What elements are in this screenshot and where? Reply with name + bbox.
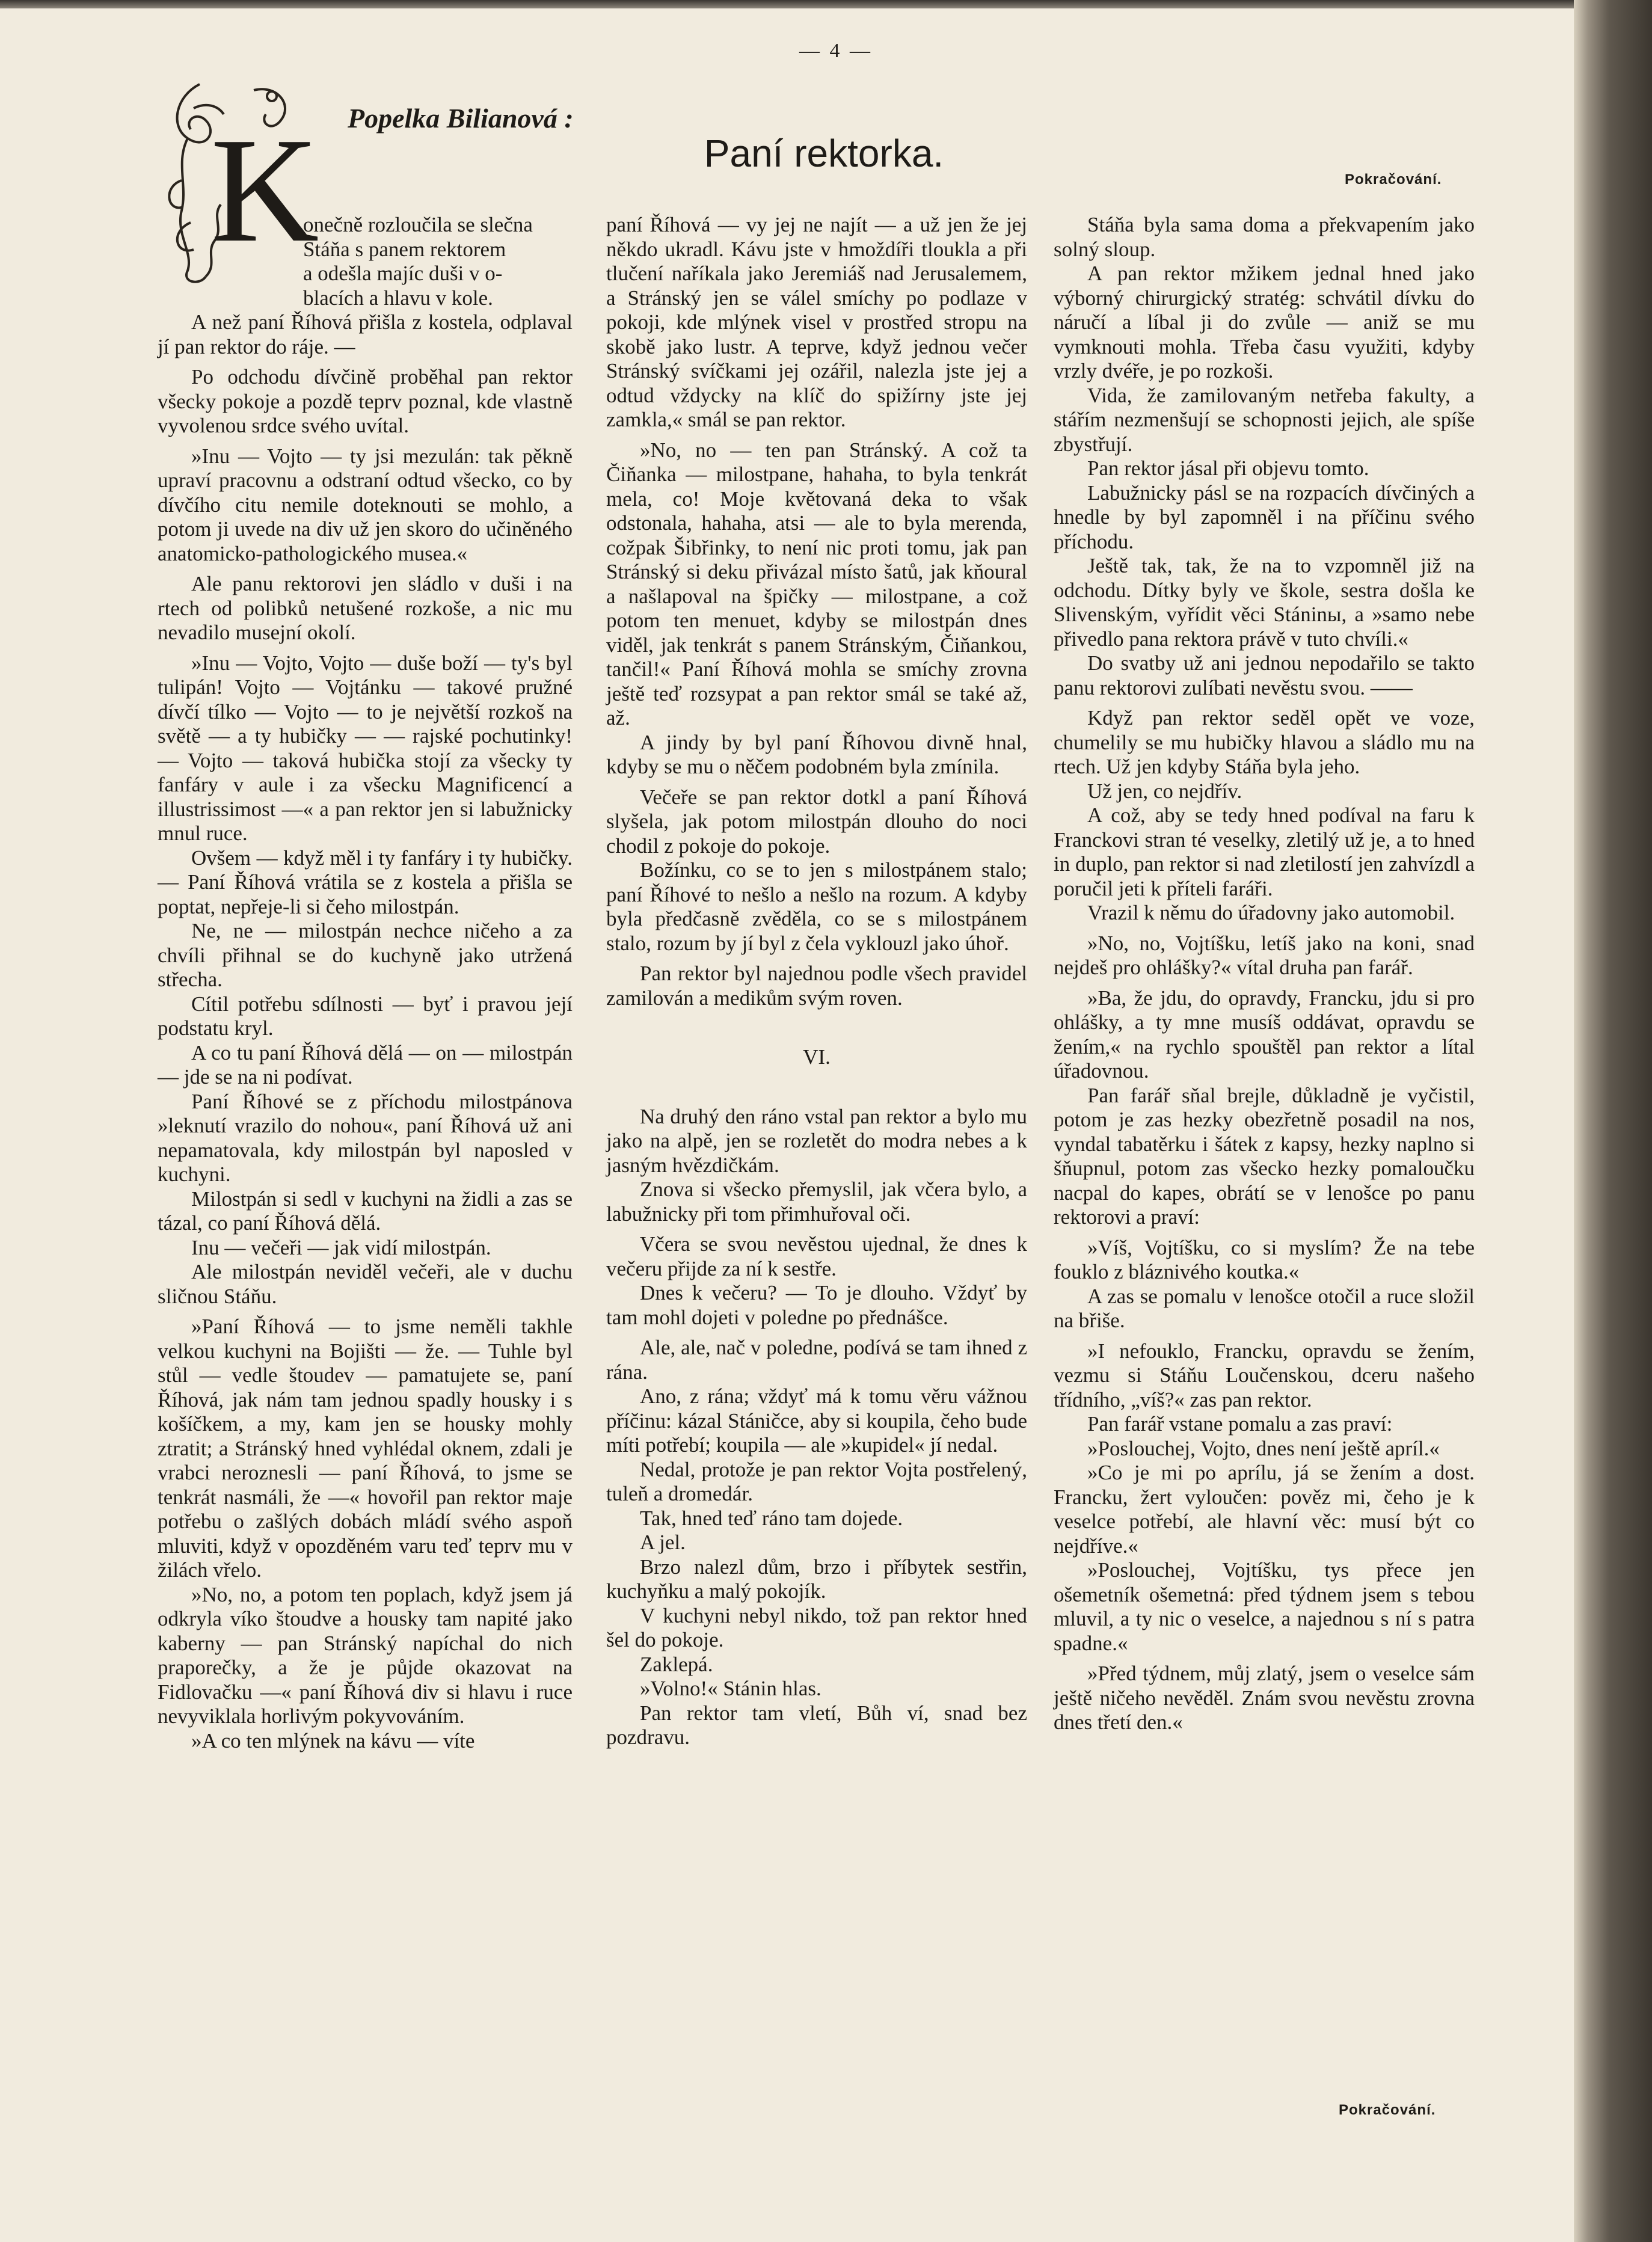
paragraph: »Inu — Vojto — ty jsi mezulán: tak pěkně upraví pracovnu a odstraní odtud všecko, co by dívčího citu nemile doteknouti se mohlo, a potom ji uvede na div už jen skoro do učiněného anatomicko-pathologického musea.« [158,444,573,565]
paragraph: Ale panu rektorovi jen sládlo v duši i na rtech od polibků netušené rozkoše, a nic mu nevadilo musejní okolí. [158,572,573,644]
paragraph: »A co ten mlýnek na kávu — víte [191,1728,475,1752]
section-heading: VI. [803,1045,831,1069]
lead-line: onečně rozloučila se slečna [303,213,533,236]
paragraph: Paní Říhové se z příchodu milostpánova »leknutí vrazilo do nohou«, paní Říhová už ani nepamatovala, kdy milostpán byl naposled v kuchyni. [158,1089,573,1186]
paragraph: Tak, hned teď ráno tam dojede. [640,1506,903,1530]
paragraph: »Ba, že jdu, do opravdy, Francku, jdu si pro ohlášky, a ty mne musíš oddávat, opravdu se žením,« na rychlo spouštěl pan rektor a lítal úřadovnou. [1054,986,1475,1083]
paragraph: Milostpán si sedl v kuchyni na židli a zas se tázal, co paní Říhová dělá. [158,1187,573,1235]
paragraph: A jindy by byl paní Říhovou divně hnal, kdyby se mu o něčem podobném byla zmínila. [606,730,1027,778]
paragraph: Labužnicky pásl se na rozpacích dívčiných a hnedle by byl zapomněl i na příčinu svého příchodu. [1054,481,1475,553]
paragraph: Ovšem — když měl i ty fanfáry i ty hubičky. — Paní Říhová vrátila se z kostela a přišla se poptat, nepřeje-li si čeho milostpán. [158,846,573,918]
paragraph: »No, no — ten pan Stránský. A což ta Čiňanka — milostpane, hahaha, to byla tenkrát mela, co! Moje květovaná deka to však odstonala, hahaha, atsi — ale to byla merenda, cožpak Šibřinky, to není nic proti tomu, jak pan Stránský si deku přivázal místo šatů, jak kňoural a našlapoval na špičky — milostpane, a což potom ten menuet, kdyby se milostpán dnes viděl, jak tenkrát s panem Stránským, Čiňankou, tančil!« Paní Říhová mohla se smíchy zrovna ještě teď rozsypat a pan rektor smál se také až, až. [606,438,1027,729]
paragraph: »No, no, Vojtíšku, letíš jako na koni, snad nejdeš pro ohlášky?« vítal druha pan farář. [1054,931,1475,979]
paragraph: A než paní Říhová přišla z kostela, odplaval jí pan rektor do ráje. — [158,310,573,358]
paragraph: Cítil potřebu sdílnosti — byť i pravou její podstatu kryl. [158,992,573,1040]
paragraph: V kuchyni nebyl nikdo, tož pan rektor hned šel do pokoje. [606,1603,1027,1651]
paragraph: Když pan rektor seděl opět ve voze, chumelily se mu hubičky hlavou a sládlo mu na rtech. Už jen kdyby Stáňa byla jeho. [1054,706,1475,778]
paragraph: »Víš, Vojtíšku, co si myslím? Že na tebe fouklo z bláznivého koutka.« [1054,1235,1475,1283]
paragraph: Ale milostpán neviděl večeři, ale v duchu sličnou Stáňu. [158,1260,573,1308]
paragraph: Ne, ne — milostpán nechce ničeho a za chvíli přihnal se do kuchyně jako utržená střecha. [158,919,573,991]
paragraph: A jel. [640,1531,686,1554]
paragraph: »Poslouchej, Vojtíšku, tys přece jen ošemetník ošemetná: před týdnem jsem s tebou mluvil, a ty nic o veselce, a najednou s ní s patra spadne.« [1054,1558,1475,1655]
paragraph: Nedal, protože je pan rektor Vojta postřelený, tuleň a dromedár. [606,1457,1027,1505]
article-title: Paní rektorka. [704,132,944,175]
column-2 [606,213,1027,1750]
paragraph: »I nefouklo, Francku, opravdu se žením, vezmu si Stáňu Loučenskou, dceru našeho třídního, „víš?« zas pan rektor. [1054,1339,1475,1411]
paragraph: Vrazil k němu do úřadovny jako automobil. [1087,901,1455,924]
continued-note-bottom: Pokračování. [1339,2102,1436,2118]
paragraph: Na druhý den ráno vstal pan rektor a bylo mu jako na alpě, jen se rozletět do modra nebes a k jasným hvězdičkám. [606,1104,1027,1177]
paragraph: Včera se svou nevěstou ujednal, že dnes k večeru přijde za ní k sestře. [606,1232,1027,1280]
paragraph: Dnes k večeru? — To je dlouho. Vždyť by tam mohl dojeti v poledne po přednášce. [606,1281,1027,1329]
paragraph: »Před týdnem, můj zlatý, jsem o veselce sám ještě ničeho nevěděl. Znám svou nevěstu zrovna dnes třetí den.« [1054,1662,1475,1734]
paragraph: »Poslouchej, Vojto, dnes není ještě apríl.« [1087,1436,1440,1460]
paragraph: Večeře se pan rektor dotkl a paní Říhová slyšela, jak potom milostpán dlouho do noci chodil z pokoje do pokoje. [606,785,1027,858]
paragraph: Vida, že zamilovaným netřeba fakulty, a stářím nezmenšují se schopnosti jejich, ale spíše zbystřují. [1054,383,1475,456]
page-number: — 4 — [799,40,873,62]
paragraph: Do svatby už ani jednou nepodařilo se takto panu rektorovi zulíbati nevěstu svou. —— [1054,651,1475,699]
paragraph: Pan farář vstane pomalu a zas praví: [1087,1412,1393,1436]
continued-note-top: Pokračování. [1345,171,1442,188]
lead-line: a odešla majíc duši v o- [303,262,503,285]
paragraph: »Inu — Vojto, Vojto — duše boží — ty's byl tulipán! Vojto — Vojtánku — takové pružné dívčí tílko — Vojto — to je největší rozkoš na světě — a ty hubičky — — rajské pochutinky! — Vojto — taková hubička stojí za všecky ty fanfáry v aule i za všecku Magnificencí a illustrissimost —« a pan rektor jen si labužnicky mnul ruce. [158,651,573,845]
paragraph: »Paní Říhová — to jsme neměli takhle velkou kuchyni na Bojišti — že. — Tuhle byl stůl — vedle štoudev — pamatujete se, paní Říhová, jak nám tam jednou spadly housky i s košíčkem, a my, kam jen se housky mohly ztratit; a Stránský hned vyhlédal oknem, zdali je vrabci neroznesli — paní Říhová, to jsme se tenkrát nasmáli, že —« hovořil pan rektor maje potřebu o zašlých dobách mládí svého aspoň mluviti, když v opozděném varu teď teprv mu v žilách vřelo. [158,1315,573,1582]
lead-line: blacích a hlavu v kole. [303,286,493,310]
paragraph: A pan rektor mžikem jednal hned jako výborný chirurgický stratég: schvátil dívku do náručí a líbal ji do zvůle — aniž se mu vymknouti mohla. Třeba času využiti, kdyby vrzly dvéře, je po rozkoši. [1054,262,1475,382]
paragraph: »No, no, a potom ten poplach, když jsem já odkryla víko štoudve a housky tam napité jako kaberny — pan Stránský napíchal do nich praporečky, a že je půjde okazovat na Fidlovačku —« paní Říhová div si hlavu i ruce nevyviklala horlivým pokyvováním. [158,1582,573,1728]
paragraph: Zaklepá. [640,1652,713,1676]
paragraph: Už jen, co nejdřív. [1087,779,1242,803]
paragraph: paní Říhová — vy jej ne najít — a už jen že jej někdo ukradl. Kávu jste v hmoždíři tloukla a při tlučení naříkala jako Jeremiáš nad Jerusalemem, a Stránský jen se válel smíchy po podlaze v pokoji, kde mlýnek visel v prostřed stropu na skobě jako lustr. A teprve, když jednou večer Stránský svíčkami jej ozářil, nalezla jste jej a odtud vždycky na klíč do spižírny jste jej zamkla,« smál se pan rektor. [606,213,1027,431]
paragraph: Ale, ale, nač v poledne, podívá se tam ihned z rána. [606,1336,1027,1384]
paragraph: »Volno!« Stánin hlas. [640,1677,821,1700]
paragraph: Ještě tak, tak, že na to vzpomněl již na odchodu. Dítky byly ve škole, sestra došla ke Slivenským, vyřídit věci Stáninы, a »samo nebe přivedlo pana rektora právě v tuto chvíli.« [1054,554,1475,651]
paragraph: Ano, z rána; vždyť má k tomu věru vážnou příčinu: kázal Stáničce, aby si koupila, čeho bude míti potřebí; koupila — ale »kupidel« jí nedal. [606,1384,1027,1457]
column-1 [158,213,573,1753]
column-3 [1054,213,1475,1735]
paragraph: Stáňa byla sama doma a překvapením jako solný sloup. [1054,213,1475,261]
top-edge [0,0,1576,8]
lead-line: Stáňa s panem rektorem [303,237,506,261]
paragraph: A zas se pomalu v lenošce otočil a ruce složil na břiše. [1054,1284,1475,1332]
paragraph: Inu — večeři — jak vidí milostpán. [191,1235,491,1259]
paragraph: A což, aby se tedy hned podíval na faru k Franckovi stran té veselky, zletilý už je, a to hned in duplo, pan rektor si nad zletilostí jen zahvízdl a poručil jeti k příteli faráři. [1054,803,1475,900]
initial-letter: K [210,107,319,274]
paragraph: Pan farář sňal brejle, důkladně je vyčistil, potom je zas hezky obezřetně posadil na nos, vyndal tabatěrku i šátek z kapsy, hezky naplno si šňupnul, potom zas všecko hezky pomaloučku nacpal do kapes, obrátí se v lenošce po panu rektorovi a praví: [1054,1083,1475,1229]
paragraph: »Co je mi po aprílu, já se žením a dost. Francku, žert vyloučen: pověz mi, čeho je k veselce potřebí, ale hlavní věc: musí být co nejdříve.« [1054,1461,1475,1558]
paragraph: A co tu paní Říhová dělá — on — milostpán — jde se na ni podívat. [158,1040,573,1089]
paragraph: Pan rektor tam vletí, Bůh ví, snad bez pozdravu. [606,1701,1027,1749]
paragraph: Brzo nalezl dům, brzo i příbytek sestřin, kuchyňku a malý pokojík. [606,1555,1027,1603]
paragraph: Po odchodu dívčině proběhal pan rektor všecky pokoje a pozdě teprv poznal, kde vlastně vyvolenou srdce svého uvítal. [158,365,573,437]
binding-edge [1574,0,1652,2242]
paragraph: Pan rektor jásal při objevu tomto. [1087,456,1369,480]
paragraph: Pan rektor byl najednou podle všech pravidel zamilován a medikům svým roven. [606,962,1027,1010]
paragraph: Božínku, co se to jen s milostpánem stalo; paní Říhové to nešlo a nešlo na rozum. A kdyby byla předčasně zvěděla, co se s milostpánem stalo, rozum by jí byl z čela vyklouzl jako úhoř. [606,858,1027,955]
paragraph: Znova si všecko přemyslil, jak včera bylo, a labužnicky při tom přimhuřoval oči. [606,1178,1027,1226]
author-name: Popelka Bilianová : [348,103,574,134]
